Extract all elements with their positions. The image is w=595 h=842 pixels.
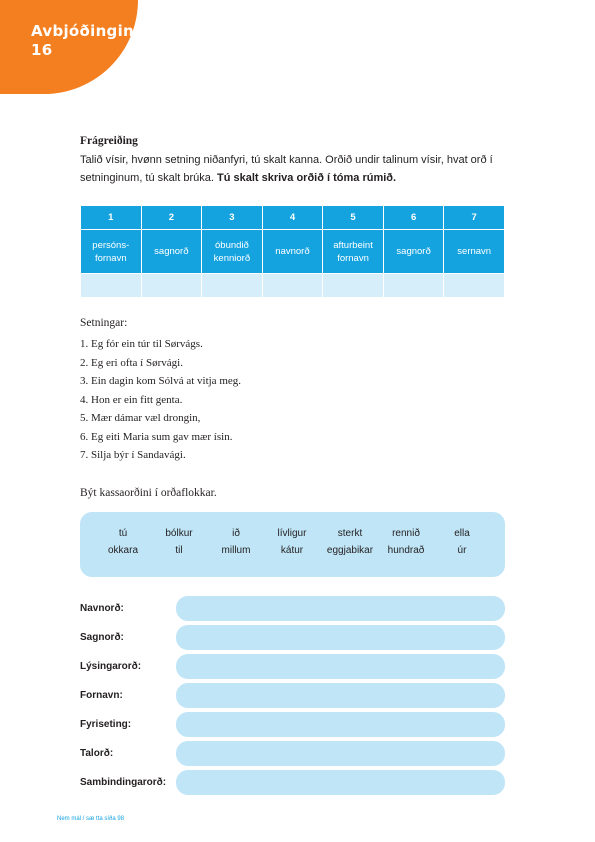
table-header-cell bbox=[141, 230, 202, 274]
word-item: ið bbox=[232, 528, 240, 539]
word-item: úr bbox=[457, 545, 467, 556]
page-title-line2: 16 bbox=[31, 41, 53, 59]
table-number-cell: 3 bbox=[202, 206, 263, 230]
word-item: kátur bbox=[280, 545, 304, 556]
table-number-cell: 6 bbox=[383, 206, 444, 230]
table-header-cell bbox=[444, 230, 505, 274]
answer-field-sagnord[interactable] bbox=[176, 625, 505, 650]
header-line: kenniorð bbox=[213, 252, 251, 264]
form-label-fornavn: Fornavn: bbox=[80, 690, 123, 701]
intro-text: Talið vísir, hvønn setning niðanfyri, tú skalt kanna. Orðið undir talinum vísir, hvat orð í setninginum, tú skalt brúka. bbox=[80, 154, 493, 184]
answer-cell[interactable] bbox=[141, 274, 202, 298]
word-item: til bbox=[175, 545, 183, 556]
form-label-lysingarord: Lýsingarorð: bbox=[80, 661, 142, 672]
form-label-sambindingarord: Sambindingarorð: bbox=[80, 777, 167, 788]
answer-cell[interactable] bbox=[323, 274, 384, 298]
sentence-item: 3. Ein dagin kom Sólvá at vitja meg. bbox=[80, 375, 242, 387]
table-number-cell: 2 bbox=[141, 206, 202, 230]
answer-cell[interactable] bbox=[383, 274, 444, 298]
word-item: bólkur bbox=[165, 528, 193, 539]
section-title: Frágreiðing bbox=[80, 135, 138, 147]
header-line: navnorð bbox=[275, 246, 310, 257]
answer-cell[interactable] bbox=[202, 274, 263, 298]
word-item: ella bbox=[454, 528, 470, 539]
word-item: sterkt bbox=[337, 528, 363, 539]
word-item: rennið bbox=[392, 528, 420, 539]
form-label-sagnord: Sagnorð: bbox=[80, 632, 124, 643]
answer-field-lysingarord[interactable] bbox=[176, 654, 505, 679]
form-label-fyriseting: Fyriseting: bbox=[80, 719, 132, 730]
sentence-item: 5. Mær dámar væl drongin, bbox=[80, 412, 201, 424]
table-number-cell: 5 bbox=[323, 206, 384, 230]
word-item: okkara bbox=[107, 545, 139, 556]
answer-field-fornavn[interactable] bbox=[176, 683, 505, 708]
table-number-cell: 7 bbox=[444, 206, 505, 230]
answer-cell[interactable] bbox=[81, 274, 142, 298]
answer-field-talord[interactable] bbox=[176, 741, 505, 766]
table-header-cell bbox=[323, 230, 384, 274]
table-number-cell: 4 bbox=[262, 206, 323, 230]
sentence-item: 6. Eg eiti Maria sum gav mær ísin. bbox=[80, 430, 233, 443]
header-line: sagnorð bbox=[154, 246, 189, 257]
header-line: sernavn bbox=[457, 246, 492, 257]
form-label-talord: Talorð: bbox=[80, 748, 114, 759]
header-line: sagnorð bbox=[396, 246, 431, 257]
footer-reference: Nem mál / sæ tta síða 98 bbox=[57, 816, 125, 822]
answer-field-fyriseting[interactable] bbox=[176, 712, 505, 737]
sentence-list bbox=[80, 335, 241, 465]
page-title-line1: Avbjóðingin bbox=[31, 22, 135, 40]
sentence-item: 1. Eg fór ein túr til Sørvágs. bbox=[80, 338, 203, 350]
word-item: lívligur bbox=[277, 528, 307, 539]
answer-field-sambindingarord[interactable] bbox=[176, 770, 505, 795]
table-header-row bbox=[81, 230, 505, 274]
page-title bbox=[31, 22, 134, 60]
table-number-cell: 1 bbox=[81, 206, 142, 230]
sentence-item: 4. Hon er ein fitt genta. bbox=[80, 393, 183, 406]
header-line: fornavn bbox=[337, 252, 369, 264]
sentences-title: Setningar: bbox=[80, 317, 128, 329]
answer-cell[interactable] bbox=[262, 274, 323, 298]
table-answer-row bbox=[81, 274, 505, 298]
sentence-item: 7. Silja býr í Sandavági. bbox=[80, 449, 186, 461]
word-item: eggjabikar bbox=[326, 545, 374, 556]
header-line: óbundið bbox=[215, 239, 249, 251]
answer-field-navnord[interactable] bbox=[176, 596, 505, 621]
header-line: afturbeint bbox=[333, 239, 373, 251]
word-item: tú bbox=[118, 528, 128, 539]
table-header-cell bbox=[81, 230, 142, 274]
word-item: hundrað bbox=[387, 545, 425, 556]
word-item: millum bbox=[221, 545, 251, 556]
table-header-cell bbox=[383, 230, 444, 274]
word-box-title: Být kassaorðini í orðaflokkar. bbox=[80, 487, 217, 499]
analysis-table bbox=[80, 205, 505, 298]
table-header-cell bbox=[262, 230, 323, 274]
header-line: fornavn bbox=[94, 252, 127, 264]
header-line: persóns- bbox=[92, 239, 130, 251]
intro-bold-text: Tú skalt skriva orðið í tóma rúmið. bbox=[216, 172, 397, 184]
table-header-cell bbox=[202, 230, 263, 274]
sentence-item: 2. Eg eri ofta í Sørvági. bbox=[80, 356, 183, 369]
intro-paragraph bbox=[80, 151, 510, 187]
form-label-navnord: Navnorð: bbox=[80, 603, 124, 614]
answer-cell[interactable] bbox=[444, 274, 505, 298]
table-number-row bbox=[81, 206, 505, 230]
word-box bbox=[80, 512, 505, 577]
